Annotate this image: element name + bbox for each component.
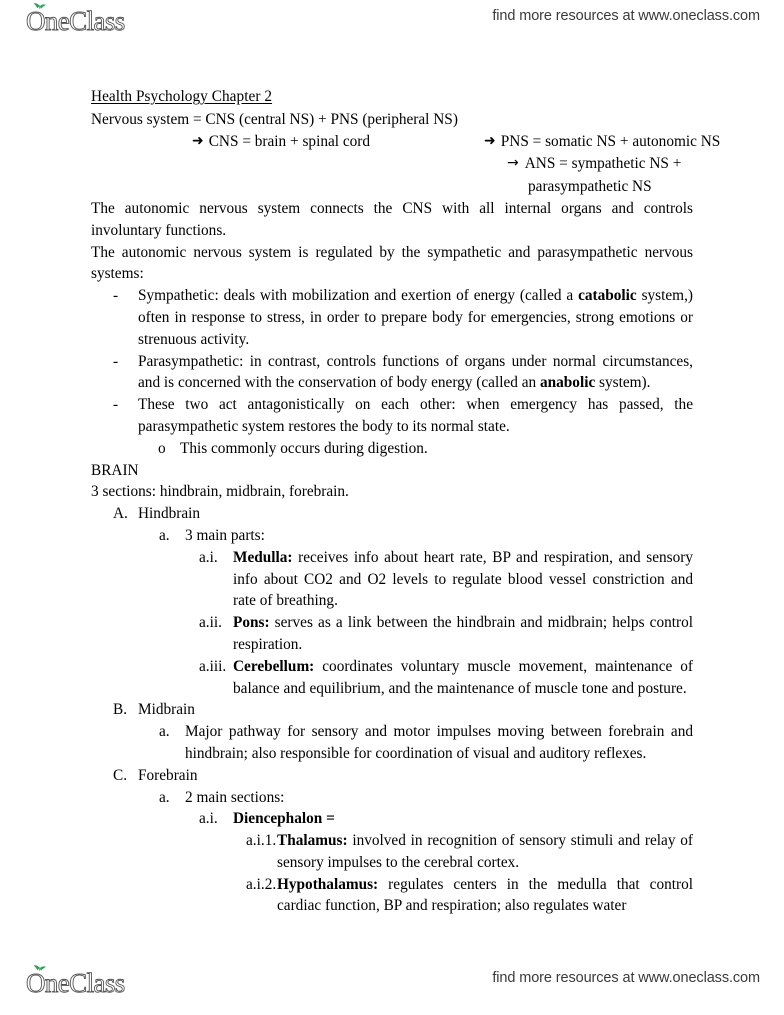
outline-item-cerebellum	[91, 656, 693, 700]
bullet-text-bold: catabolic	[578, 287, 637, 305]
outline-marker: a.	[159, 723, 170, 741]
bullet-text-pre: Sympathetic: deals with mobilization and exertion of energy (called a	[138, 287, 579, 305]
arrow-cns-text: CNS = brain + spinal cord	[208, 132, 371, 150]
outline-label: 2 main sections:	[185, 788, 285, 806]
outline-item-c-2-main-sections	[91, 787, 693, 809]
bullet-text-post: system).	[595, 374, 651, 392]
oneclass-logo	[26, 2, 144, 43]
page-footer	[0, 962, 784, 1006]
outline-label: Midbrain	[138, 701, 195, 719]
arrow-right-icon: ➜	[484, 132, 496, 149]
outline-term: Pons:	[233, 614, 270, 632]
dash-bullet-marker: -	[113, 396, 119, 414]
bullet-text-post: system,) often in response to stress, in order to prepare body for emergencies, strong emotions or strenuous activity.	[138, 287, 693, 348]
arrow-ans-text: ANS = sympathetic NS +	[524, 155, 682, 173]
outline-definition: regulates centers in the medulla that control cardiac function, BP and respiration; also regulates water	[277, 875, 693, 915]
outline-label: Hindbrain	[138, 505, 201, 523]
svg-text:OneClass: OneClass	[26, 968, 125, 998]
arrow-row-cns-pns	[91, 131, 721, 154]
outline-definition: serves as a link between the hindbrain and midbrain; helps control respiration.	[233, 614, 693, 653]
outline-item-diencephalon	[91, 808, 693, 830]
outline-marker: a.	[159, 788, 170, 806]
page-title: Health Psychology Chapter 2	[91, 88, 273, 105]
outline-label: Forebrain	[138, 766, 198, 784]
paragraph-autonomic-connects: The autonomic nervous system connects the CNS with all internal organs and controls involuntary functions.	[91, 199, 693, 239]
header-promo-text: find more resources at www.oneclass.com	[492, 8, 760, 24]
outline-term: Medulla:	[233, 548, 293, 566]
outline-marker: a.i.1.	[246, 832, 277, 850]
footer-promo-text: find more resources at www.oneclass.com	[492, 970, 760, 986]
list-item	[91, 394, 693, 438]
outline-marker: a.i.2.	[246, 875, 277, 893]
arrow-pns-text: PNS = somatic NS + autonomic NS	[500, 132, 721, 150]
outline-item-a-hindbrain	[91, 503, 693, 525]
arrow-row-ans-continued	[528, 176, 693, 198]
outline-term: Hypothalamus:	[277, 875, 379, 893]
arrow-item-cns	[192, 131, 370, 154]
outline-term: Thalamus:	[277, 832, 348, 850]
outline-marker: C.	[113, 766, 128, 784]
brain-sections-line: 3 sections: hindbrain, midbrain, forebrain.	[91, 483, 349, 501]
outline-definition: coordinates voluntary muscle movement, maintenance of balance and equilibrium, and the maintenance of muscle tone and posture.	[233, 657, 693, 697]
outline-term: Cerebellum:	[233, 657, 315, 675]
outline-definition: Major pathway for sensory and motor impulses moving between forebrain and hindbrain; also responsible for coordination of visual and auditory reflexes.	[185, 723, 693, 762]
arrow-ans-text-continued: parasympathetic NS	[528, 178, 652, 196]
document-body	[91, 86, 721, 917]
outline-item-b-midbrain	[91, 699, 693, 721]
arrow-row-ans	[507, 153, 693, 176]
outline-marker: A.	[113, 505, 128, 523]
section-heading-brain: BRAIN	[91, 461, 139, 479]
outline-marker: a.i.	[199, 548, 218, 566]
outline-item-midbrain-detail	[91, 721, 693, 765]
bullet-text-pre: Parasympathetic: in contrast, controls functions of organs under normal circumstances, and is concerned with the conservation of body energy (called an	[138, 352, 693, 392]
list-item-sub	[91, 438, 693, 460]
svg-text:OneClass: OneClass	[26, 6, 125, 36]
page-header	[0, 0, 784, 44]
bullet-text-pre: These two act antagonistically on each other: when emergency has passed, the parasympathetic system restores the body to its normal state.	[138, 396, 693, 435]
arrow-right-thin-icon: →	[507, 155, 519, 172]
outline-item-c-forebrain	[91, 765, 693, 787]
outline-marker: a.ii.	[199, 614, 222, 632]
intro-line: Nervous system = CNS (central NS) + PNS (peripheral NS)	[91, 110, 458, 128]
outline-definition: receives info about heart rate, BP and respiration, and sensory info about CO2 and O2 levels to regulate blood vessel constriction and rate of breathing.	[233, 548, 693, 610]
paragraph-autonomic-regulated: The autonomic nervous system is regulated by the sympathetic and parasympathetic nervous systems:	[91, 243, 693, 283]
sub-bullet-text: This commonly occurs during digestion.	[180, 439, 428, 457]
dash-bullet-marker: -	[113, 287, 119, 305]
outline-marker: a.	[159, 526, 170, 544]
bullet-text-bold: anabolic	[539, 374, 596, 392]
outline-item-thalamus	[91, 830, 693, 874]
outline-term: Diencephalon =	[233, 810, 335, 828]
dash-bullet-marker: -	[113, 352, 119, 370]
outline-label: 3 main parts:	[185, 526, 265, 544]
arrow-item-pns	[484, 131, 720, 154]
outline-item-a-3-main-parts	[91, 525, 693, 547]
oneclass-logo-footer	[26, 964, 144, 1005]
list-item	[91, 351, 693, 395]
outline-item-medulla	[91, 547, 693, 612]
outline-item-pons	[91, 612, 693, 656]
outline-definition: involved in recognition of sensory stimuli and relay of sensory impulses to the cerebral cortex.	[277, 832, 693, 871]
outline-item-hypothalamus	[91, 874, 693, 918]
list-item	[91, 285, 693, 350]
arrow-right-icon: ➜	[192, 132, 204, 149]
outline-marker: a.i.	[199, 810, 218, 828]
outline-marker: B.	[113, 701, 128, 719]
outline-marker: a.iii.	[199, 657, 227, 675]
circle-bullet-marker: o	[158, 439, 166, 457]
